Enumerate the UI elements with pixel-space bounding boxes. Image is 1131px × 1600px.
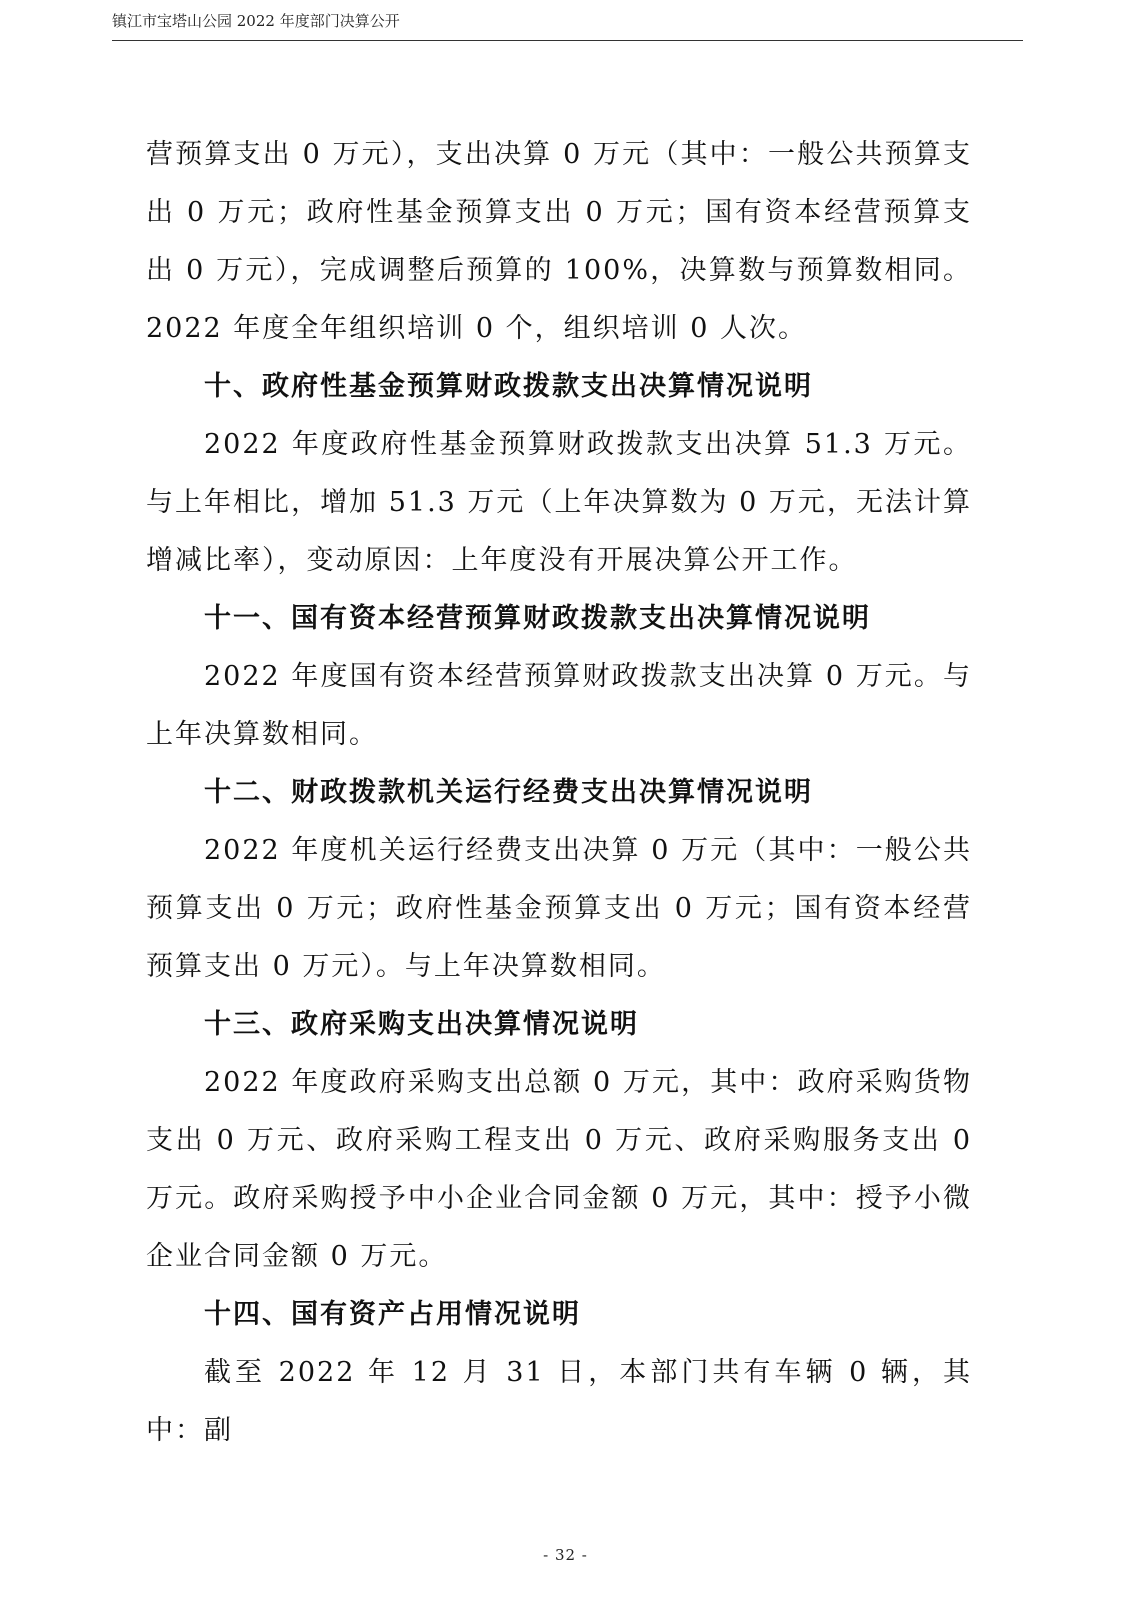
section-paragraph-11: 2022 年度国有资本经营预算财政拨款支出决算 0 万元。与上年决算数相同。 xyxy=(146,661,972,750)
section-heading-13: 十三、政府采购支出决算情况说明 xyxy=(204,1009,639,1040)
section-paragraph-12: 2022 年度机关运行经费支出决算 0 万元（其中：一般公共预算支出 0 万元；政府性基金预算支出 0 万元；国有资本经营预算支出 0 万元）。与上年决算数相同。 xyxy=(146,835,972,982)
page-header xyxy=(112,0,1023,41)
section-heading-11: 十一、国有资本经营预算财政拨款支出决算情况说明 xyxy=(204,603,871,634)
section-paragraph-10: 2022 年度政府性基金预算财政拨款支出决算 51.3 万元。与上年相比，增加 51.3 万元（上年决算数为 0 万元，无法计算增减比率），变动原因：上年度没有开展决算公开工作。 xyxy=(146,429,972,576)
page-number: - 32 - xyxy=(543,1546,588,1564)
section-paragraph-13: 2022 年度政府采购支出总额 0 万元，其中：政府采购货物支出 0 万元、政府采购工程支出 0 万元、政府采购服务支出 0 万元。政府采购授予中小企业合同金额 0 万元，其中：授予小微企业合同金额 0 万元。 xyxy=(146,1067,972,1272)
section-heading-14: 十四、国有资产占用情况说明 xyxy=(204,1299,581,1330)
document-body xyxy=(146,126,972,1460)
header-title: 镇江市宝塔山公园 2022 年度部门决算公开 xyxy=(112,12,400,30)
section-paragraph-14: 截至 2022 年 12 月 31 日，本部门共有车辆 0 辆，其中：副 xyxy=(146,1357,972,1446)
section-heading-12: 十二、财政拨款机关运行经费支出决算情况说明 xyxy=(204,777,813,808)
paragraph-continued: 营预算支出 0 万元），支出决算 0 万元（其中：一般公共预算支出 0 万元；政府性基金预算支出 0 万元；国有资本经营预算支出 0 万元），完成调整后预算的 100%，决算数与预算数相同。2022 年度全年组织培训 0 个，组织培训 0 人次。 xyxy=(146,139,972,344)
section-heading-10: 十、政府性基金预算财政拨款支出决算情况说明 xyxy=(204,371,813,402)
